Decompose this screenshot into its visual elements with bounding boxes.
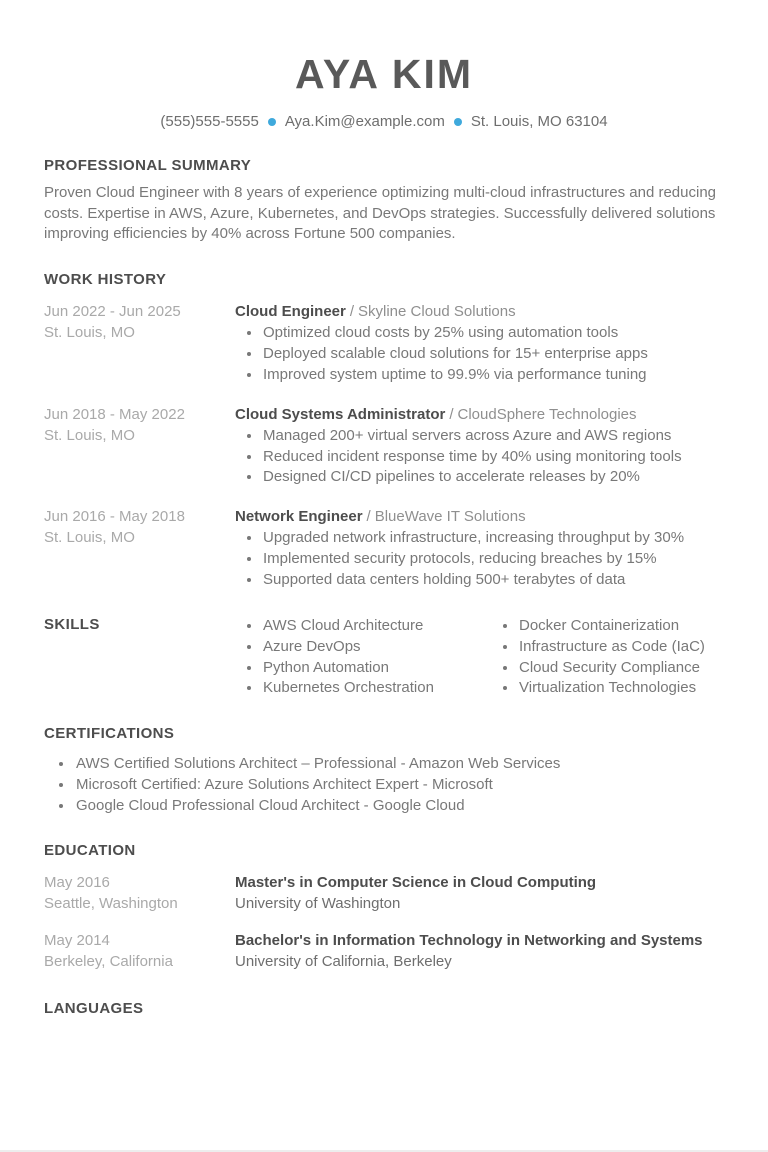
job-bullet: • Reduced incident response time by 40% using monitoring tools xyxy=(262,447,724,468)
job-company: BlueWave IT Solutions xyxy=(374,507,526,525)
education-details xyxy=(235,930,724,973)
location-text: St. Louis, MO 63104 xyxy=(470,113,608,131)
job-meta xyxy=(44,506,235,590)
summary-text: Proven Cloud Engineer with 8 years of experience optimizing multi-cloud infrastructures and reducing costs. Expertise in AWS, Azure, Kubernetes, and DevOps strategies. Successfully delivered solutions improving efficiencies by 40% across Fortune 500 companies. xyxy=(44,184,717,243)
education-degree: Master's in Computer Science in Cloud Computing xyxy=(235,873,597,891)
job-location: St. Louis, MO xyxy=(44,324,135,342)
job-bullet-list xyxy=(235,528,724,590)
job-entry xyxy=(44,404,724,488)
phone-number: (555)555-5555 xyxy=(160,113,259,131)
skill-item: • Docker Containerization xyxy=(518,616,724,637)
education-date: May 2014 xyxy=(44,931,110,949)
job-title-line xyxy=(235,506,724,527)
education-school: University of California, Berkeley xyxy=(235,952,452,970)
job-bullet: • Optimized cloud costs by 25% using automation tools xyxy=(262,323,724,344)
job-title-line xyxy=(235,404,724,425)
skill-item: • Kubernetes Orchestration xyxy=(262,678,491,699)
job-details xyxy=(235,404,724,488)
skills-column-1 xyxy=(235,616,491,699)
job-meta xyxy=(44,404,235,488)
section-certifications xyxy=(44,725,724,816)
certification-item: • Microsoft Certified: Azure Solutions Architect Expert - Microsoft xyxy=(74,774,724,795)
skill-item: • AWS Cloud Architecture xyxy=(262,616,491,637)
job-bullet-list xyxy=(235,323,724,385)
job-bullet: • Upgraded network infrastructure, increasing throughput by 30% xyxy=(262,528,724,549)
job-title: Cloud Systems Administrator xyxy=(235,405,446,423)
section-education xyxy=(44,842,724,972)
job-location: St. Louis, MO xyxy=(44,529,135,547)
title-separator: / xyxy=(366,507,371,525)
section-professional-summary xyxy=(44,157,724,245)
education-meta xyxy=(44,872,235,915)
contact-line xyxy=(44,113,724,131)
job-title-line xyxy=(235,301,724,322)
job-details xyxy=(235,301,724,385)
title-separator: / xyxy=(449,405,454,423)
job-dates: Jun 2016 - May 2018 xyxy=(44,507,185,525)
job-bullet: • Implemented security protocols, reducing breaches by 15% xyxy=(262,549,724,570)
skill-item: • Infrastructure as Code (IaC) xyxy=(518,637,724,658)
education-heading: EDUCATION xyxy=(44,841,136,859)
education-meta xyxy=(44,930,235,973)
section-skills xyxy=(44,616,724,699)
work-history-heading: WORK HISTORY xyxy=(44,271,167,289)
skill-item: • Cloud Security Compliance xyxy=(518,658,724,679)
certification-item: • AWS Certified Solutions Architect – Professional - Amazon Web Services xyxy=(74,753,724,774)
job-details xyxy=(235,506,724,590)
bullet-separator-icon xyxy=(268,118,276,126)
skill-item: • Python Automation xyxy=(262,658,491,679)
education-school: University of Washington xyxy=(235,895,401,913)
job-bullet: • Managed 200+ virtual servers across Azure and AWS regions xyxy=(262,426,724,447)
education-location: Seattle, Washington xyxy=(44,895,178,913)
email-address: Aya.Kim@example.com xyxy=(284,113,445,131)
title-separator: / xyxy=(349,303,355,321)
bullet-separator-icon xyxy=(454,118,462,126)
education-details xyxy=(235,872,724,915)
job-meta xyxy=(44,301,235,385)
education-location: Berkeley, California xyxy=(44,952,173,970)
job-location: St. Louis, MO xyxy=(44,426,135,444)
job-entry xyxy=(44,301,724,385)
job-bullet: • Designed CI/CD pipelines to accelerate releases by 20% xyxy=(262,467,724,488)
job-bullet: • Improved system uptime to 99.9% via performance tuning xyxy=(262,365,724,386)
candidate-name: AYA KIM xyxy=(294,51,474,97)
job-title: Cloud Engineer xyxy=(235,303,346,321)
summary-heading: PROFESSIONAL SUMMARY xyxy=(44,157,252,175)
job-bullet-list xyxy=(235,426,724,488)
certifications-heading: CERTIFICATIONS xyxy=(44,724,175,742)
languages-heading: LANGUAGES xyxy=(44,1000,144,1018)
education-entry xyxy=(44,930,724,973)
section-languages xyxy=(44,1000,724,1017)
certification-item: • Google Cloud Professional Cloud Architect - Google Cloud xyxy=(74,795,724,816)
certification-list xyxy=(44,753,724,816)
education-date: May 2016 xyxy=(44,873,110,891)
job-bullet: • Supported data centers holding 500+ terabytes of data xyxy=(262,570,724,591)
education-degree: Bachelor's in Information Technology in Networking and Systems xyxy=(235,931,703,949)
skill-item: • Azure DevOps xyxy=(262,637,491,658)
education-entry xyxy=(44,872,724,915)
job-bullet: • Deployed scalable cloud solutions for 15+ enterprise apps xyxy=(262,344,724,365)
job-company: CloudSphere Technologies xyxy=(457,405,637,423)
skills-heading: SKILLS xyxy=(44,616,100,634)
job-dates: Jun 2022 - Jun 2025 xyxy=(44,303,181,321)
job-title: Network Engineer xyxy=(235,507,363,525)
job-dates: Jun 2018 - May 2022 xyxy=(44,405,185,423)
skill-item: • Virtualization Technologies xyxy=(518,678,724,699)
resume-header xyxy=(44,52,724,131)
job-entry xyxy=(44,506,724,590)
skills-column-2 xyxy=(491,616,724,699)
section-work-history xyxy=(44,271,724,590)
job-company: Skyline Cloud Solutions xyxy=(358,303,516,321)
